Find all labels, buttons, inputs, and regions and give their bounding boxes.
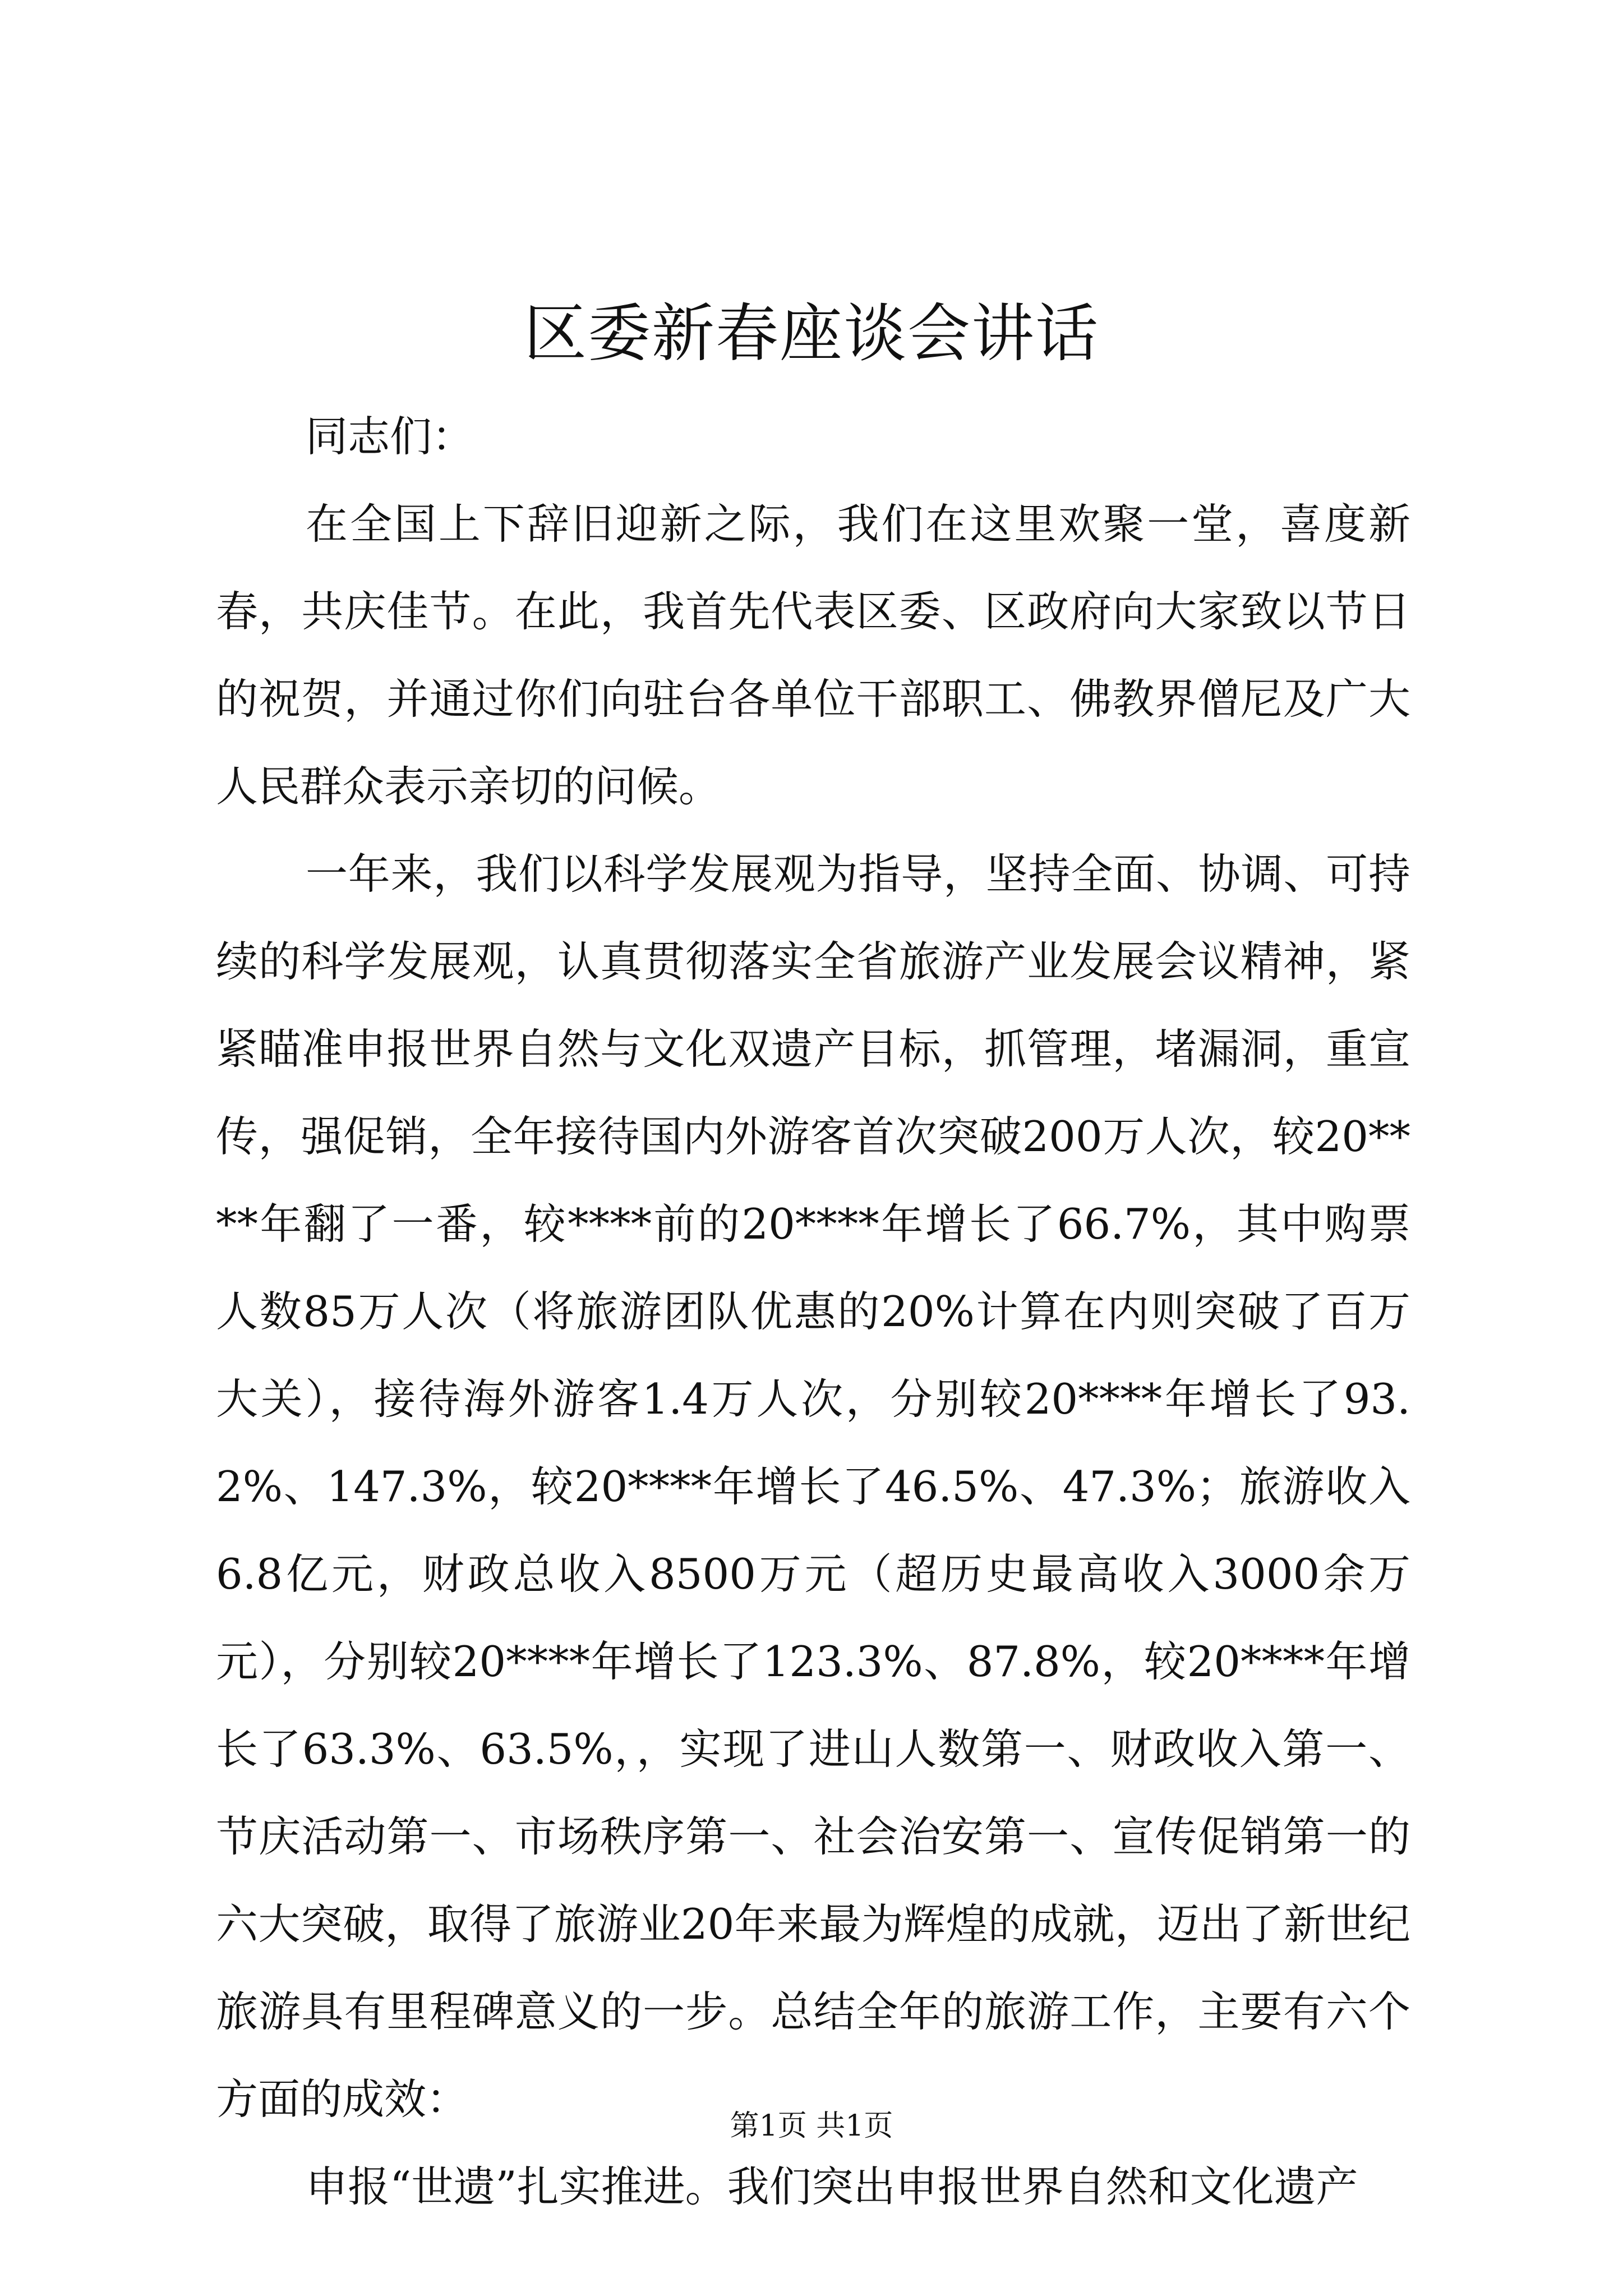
paragraph-salutation: 同志们： <box>306 412 474 461</box>
paragraph-greeting: 在全国上下辞旧迎新之际，我们在这里欢聚一堂，喜度新春，共庆佳节。在此，我首先代表区委、区政府向大家致以节日的祝贺，并通过你们向驻台各单位干部职工、佛教界僧尼及广大人民群众表示亲切的问候。 <box>216 499 1410 811</box>
paragraph-world-heritage: 申报“世遗”扎实推进。我们突出申报世界自然和文化遗产 <box>306 2162 1358 2211</box>
paragraph-annual-review: 一年来，我们以科学发展观为指导，坚持全面、协调、可持续的科学发展观，认真贯彻落实全省旅游产业发展会议精神，紧紧瞄准申报世界自然与文化双遗产目标，抓管理，堵漏洞，重宣传，强促销，全年接待国内外游客首次突破200万人次，较20****年翻了一番，较****前的20****年增长了66.7%，其中购票人数85万人次（将旅游团队优惠的20%计算在内则突破了百万大关），接待海外游客1.4万人次，分别较20****年增长了93.2%、147.3%，较20****年增长了46.5%、47.3%；旅游收入6.8亿元，财政总收入8500万元（超历史最高收入3000余万元），分别较20****年增长了123.3%、87.8%，较20****年增长了63.3%、63.5%，，实现了进山人数第一、财政收入第一、节庆活动第一、市场秩序第一、社会治安第一、宣传促销第一的六大突破，取得了旅游业20年来最为辉煌的成就，迈出了新世纪旅游具有里程碑意义的一步。总结全年的旅游工作，主要有六个方面的成效： <box>216 849 1410 2124</box>
document-body <box>216 393 1410 2230</box>
page-footer: 第1页 共1页 <box>730 2109 893 2143</box>
document-title: 区委新春座谈会讲话 <box>524 297 1099 370</box>
